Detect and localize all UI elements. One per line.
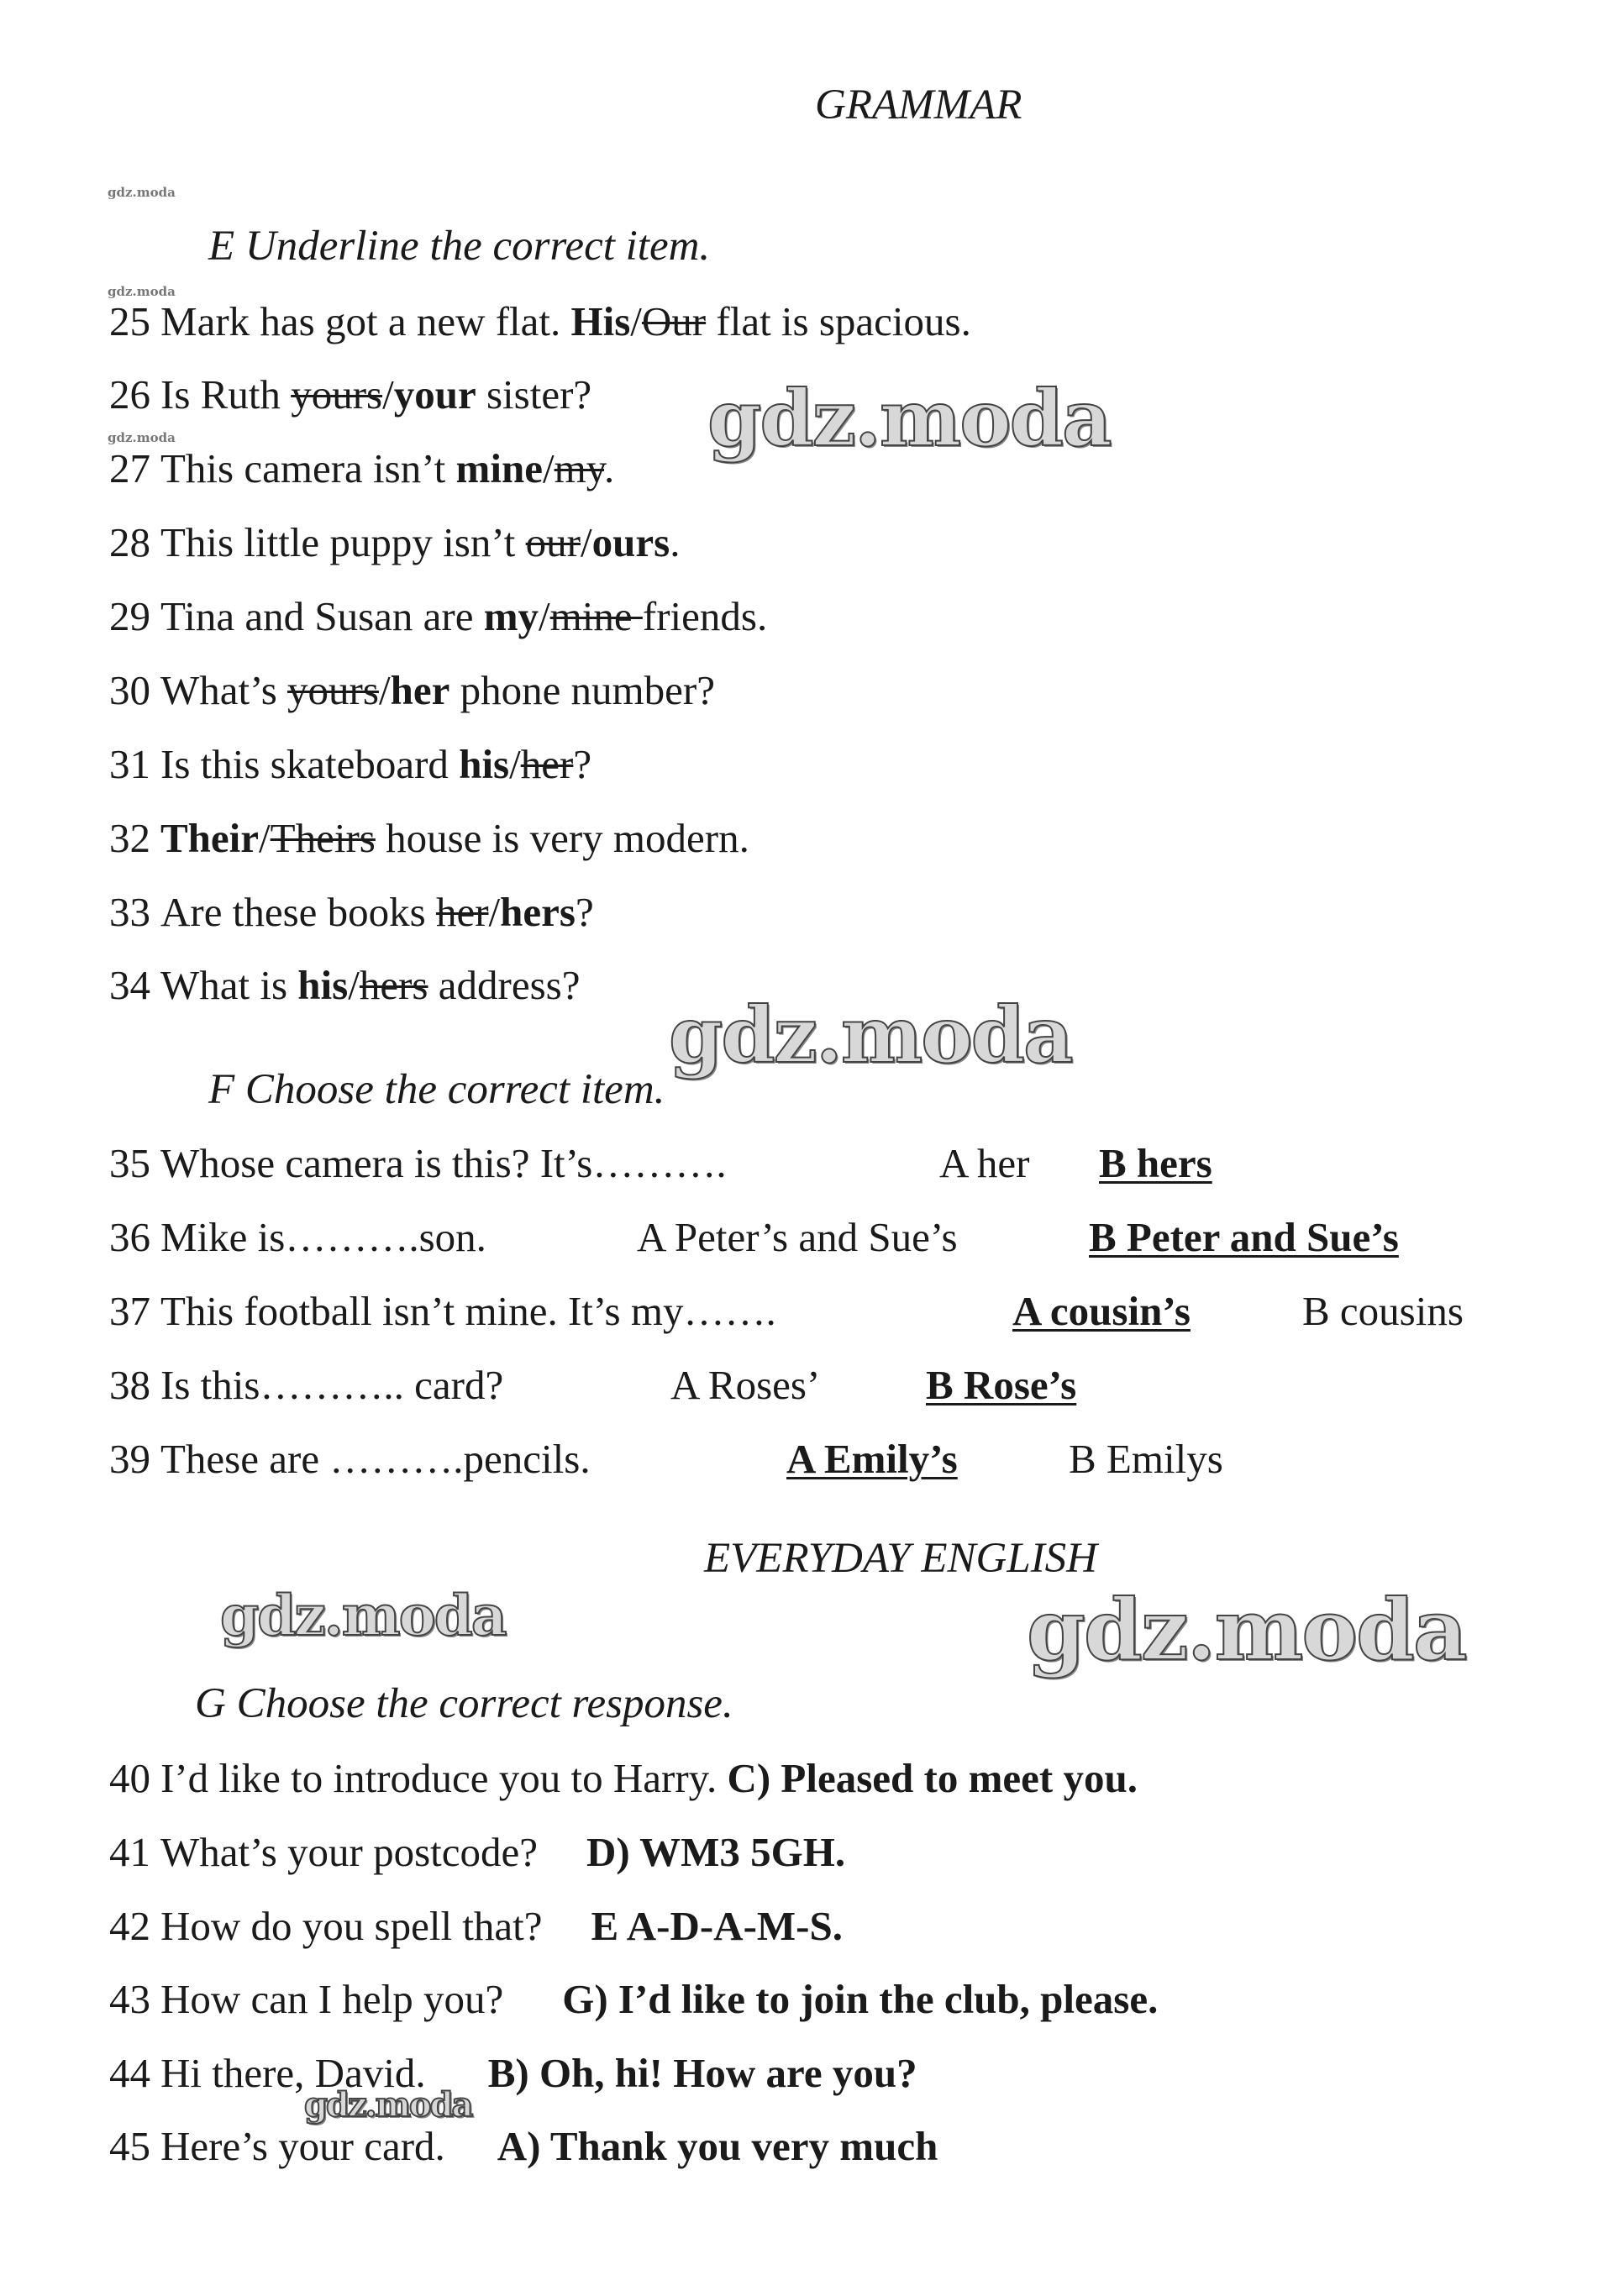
item-35-option-a: A her <box>939 1140 1030 1186</box>
watermark-large: gdz.moda <box>707 373 1111 464</box>
item-25: 25 Mark has got a new flat. His/Our flat is spacious. <box>109 298 971 344</box>
item-40: 40 I’d like to introduce you to Harry. C) Pleased to meet you. <box>109 1755 1138 1801</box>
item-35-option-b: B hers <box>1099 1140 1212 1186</box>
item-34: 34 What is his/hers address? <box>109 962 581 1008</box>
watermark-large: gdz.moda <box>1027 1580 1466 1679</box>
watermark-large: gdz.moda <box>304 2085 472 2125</box>
item-26: 26 Is Ruth yours/your sister? <box>109 371 592 418</box>
item-28: 28 This little puppy isn’t our/ours. <box>109 519 681 565</box>
watermark-small: gdz.moda <box>108 284 176 299</box>
item-38-option-a: A Roses’ <box>670 1362 821 1408</box>
item-30: 30 What’s yours/her phone number? <box>109 667 715 713</box>
everyday-english-heading: EVERYDAY ENGLISH <box>704 1535 1098 1582</box>
item-43: 43 How can I help you? G) I’d like to join the club, please. <box>109 1976 1159 2022</box>
item-42: 42 How do you spell that? E A-D-A-M-S. <box>109 1903 843 1949</box>
item-33: 33 Are these books her/hers? <box>109 889 594 935</box>
item-37-option-b: B cousins <box>1302 1288 1464 1334</box>
item-37-option-a: A cousin’s <box>1012 1288 1191 1334</box>
watermark-small: gdz.moda <box>108 185 176 200</box>
item-37-stem: 37 This football isn’t mine. It’s my……. <box>109 1288 776 1334</box>
watermark-large: gdz.moda <box>669 990 1072 1080</box>
item-36-stem: 36 Mike is……….son. <box>109 1214 486 1260</box>
item-39-stem: 39 These are ……….pencils. <box>109 1436 591 1482</box>
watermark-large: gdz.moda <box>220 1583 506 1648</box>
item-27: 27 This camera isn’t mine/my. <box>109 445 615 491</box>
item-38-option-b: B Rose’s <box>926 1362 1077 1408</box>
item-41: 41 What’s your postcode? D) WM3 5GH. <box>109 1829 846 1875</box>
section-e-heading: E Underline the correct item. <box>208 223 711 270</box>
grammar-heading: GRAMMAR <box>815 81 1022 129</box>
item-44: 44 Hi there, David. B) Oh, hi! How are you? <box>109 2050 917 2096</box>
item-36-option-a: A Peter’s and Sue’s <box>637 1214 958 1260</box>
item-39-option-b: B Emilys <box>1069 1436 1223 1482</box>
section-f-heading: F Choose the correct item. <box>208 1066 665 1113</box>
item-31: 31 Is this skateboard his/her? <box>109 741 592 787</box>
item-36-option-b: B Peter and Sue’s <box>1089 1214 1399 1260</box>
section-g-heading: G Choose the correct response. <box>195 1680 733 1727</box>
item-35-stem: 35 Whose camera is this? It’s………. <box>109 1140 727 1186</box>
item-45: 45 Here’s your card. A) Thank you very much <box>109 2123 938 2169</box>
item-38-stem: 38 Is this……….. card? <box>109 1362 504 1408</box>
watermark-small: gdz.moda <box>108 430 176 445</box>
item-29: 29 Tina and Susan are my/mine friends. <box>109 593 768 639</box>
item-39-option-a: A Emily’s <box>786 1436 958 1482</box>
item-32: 32 Their/Theirs house is very modern. <box>109 815 749 861</box>
